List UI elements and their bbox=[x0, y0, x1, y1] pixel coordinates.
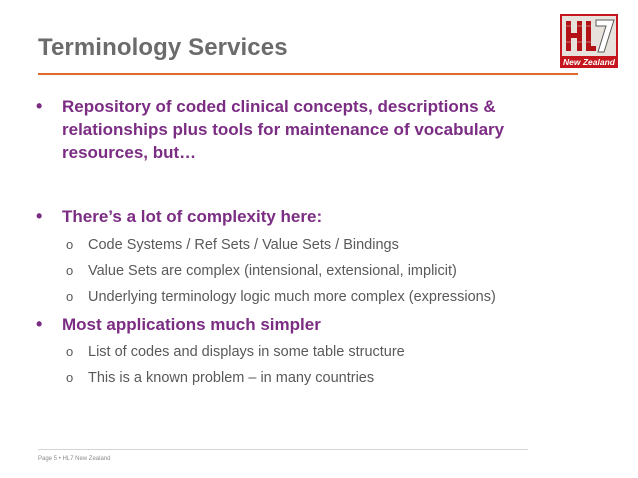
sub-item bbox=[66, 261, 566, 281]
slide-title: Terminology Services bbox=[38, 34, 288, 61]
sub-item bbox=[66, 368, 566, 388]
sub-item-text: List of codes and displays in some table structure bbox=[88, 344, 405, 360]
sub-item-text: This is a known problem – in many countries bbox=[88, 370, 375, 386]
bullet-dot: • bbox=[36, 314, 43, 334]
logo-caption: New Zealand bbox=[563, 57, 615, 67]
footer-divider bbox=[38, 449, 528, 450]
sub-item bbox=[66, 235, 566, 255]
sub-bullet-marker: o bbox=[66, 344, 74, 359]
sub-bullet-marker: o bbox=[66, 237, 74, 252]
bullet-dot: • bbox=[36, 96, 43, 116]
page-footer: Page 5 • HL7 New Zealand bbox=[38, 456, 111, 462]
bullet-text: There’s a lot of complexity here: bbox=[62, 207, 323, 226]
sub-bullet-marker: o bbox=[66, 263, 74, 278]
sub-bullet-marker: o bbox=[66, 370, 74, 385]
sub-item-text: Underlying terminology logic much more complex (expressions) bbox=[88, 289, 496, 305]
bullet-dot: • bbox=[36, 206, 43, 226]
bullet-item bbox=[36, 95, 556, 164]
bullet-item bbox=[36, 313, 556, 336]
bullet-item bbox=[36, 205, 556, 228]
sub-item-text: Code Systems / Ref Sets / Value Sets / Bindings bbox=[88, 237, 399, 253]
sub-bullet-marker: o bbox=[66, 289, 74, 304]
bullet-text: Most applications much simpler bbox=[62, 315, 321, 334]
sub-item bbox=[66, 342, 566, 362]
sub-item-text: Value Sets are complex (intensional, extensional, implicit) bbox=[88, 263, 457, 279]
sub-item bbox=[66, 287, 566, 307]
bullet-text: Repository of coded clinical concepts, descriptions & relationships plus tools for maintenance of vocabulary resources, but… bbox=[62, 97, 505, 162]
